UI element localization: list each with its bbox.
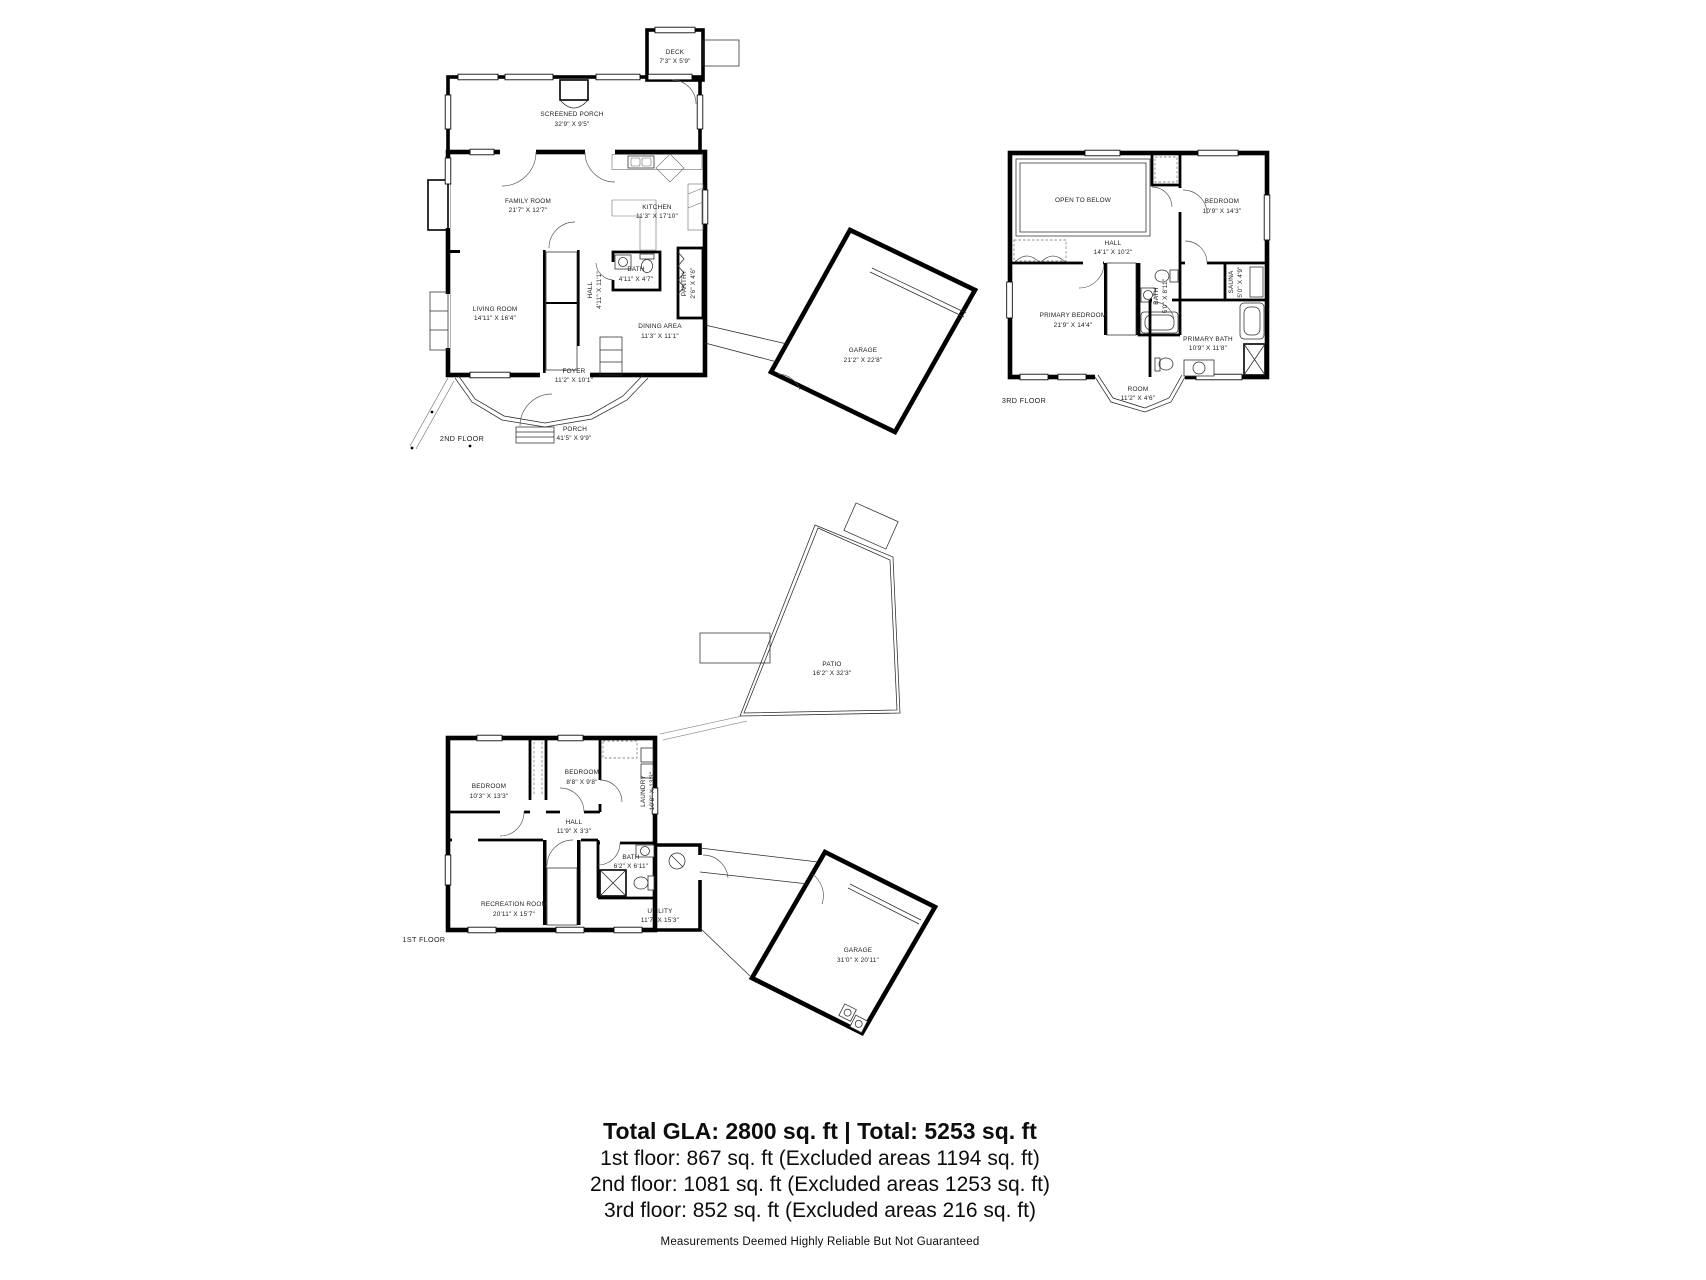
room-label-primary-bedroom: PRIMARY BEDROOM bbox=[1039, 312, 1107, 319]
room-label-hall-first: HALL bbox=[565, 819, 583, 826]
first-outline bbox=[448, 738, 655, 930]
room-dims-bath-third: 5'0" X 8'11" bbox=[1162, 278, 1169, 314]
hall-closet bbox=[1014, 240, 1066, 261]
room-label-room: ROOM bbox=[1127, 386, 1149, 393]
floor-label-first: 1ST FLOOR bbox=[402, 935, 446, 944]
room-dims-garage-first: 31'0" X 20'11" bbox=[837, 957, 879, 964]
room-dims-kitchen: 11'3" X 17'10" bbox=[636, 213, 678, 220]
floor-plan-second bbox=[410, 27, 975, 449]
room-label-hall-third: HALL bbox=[1104, 240, 1122, 247]
room-dims-bath-second: 4'11" X 4'7" bbox=[618, 276, 654, 283]
room-dims-deck: 7'3" X 5'9" bbox=[659, 58, 691, 65]
room-dims-screened-porch: 32'9" X 9'5" bbox=[554, 121, 590, 128]
total-gla-line: Total GLA: 2800 sq. ft | Total: 5253 sq. ft bbox=[603, 1118, 1037, 1144]
room-label-foyer: FOYER bbox=[562, 368, 586, 375]
room-label-recreation-room: RECREATION ROOM bbox=[480, 901, 548, 908]
room-label-pantry: PANTRY bbox=[681, 269, 688, 297]
patio-stairs-left bbox=[700, 633, 770, 663]
main-body-outline bbox=[448, 152, 705, 375]
stairs-second bbox=[543, 222, 580, 373]
room-label-bath-second: BATH bbox=[627, 266, 645, 273]
primary-bath-closet bbox=[1244, 344, 1265, 375]
room-dims-bedroom-left: 10'3" X 13'3" bbox=[469, 793, 509, 800]
room-dims-foyer: 11'2" X 10'1" bbox=[554, 377, 594, 384]
room-dims-recreation-room: 20'11" X 15'7" bbox=[493, 911, 535, 918]
room-label-deck: DECK bbox=[665, 49, 685, 56]
stairs-first bbox=[543, 840, 581, 925]
room-label-garage-first: GARAGE bbox=[843, 947, 873, 954]
room-label-living-room: LIVING ROOM bbox=[472, 306, 518, 313]
room-dims-laundry: 10'8" X 13'3" bbox=[649, 771, 656, 811]
room-dims-patio: 16'2" X 32'3" bbox=[812, 670, 852, 677]
garage-first bbox=[700, 848, 935, 1033]
room-label-bedroom-third: BEDROOM bbox=[1204, 198, 1240, 205]
room-label-laundry: LAUNDRY bbox=[640, 775, 647, 807]
room-dims-utility: 11'7" X 15'3" bbox=[640, 917, 680, 924]
room-label-dining-area: DINING AREA bbox=[638, 323, 682, 330]
room-label-bath-third: BATH bbox=[1153, 287, 1160, 305]
room-dims-bedroom-third: 10'9" X 14'3" bbox=[1202, 208, 1242, 215]
room-dims-hall-second: 4'11" X 11'1" bbox=[596, 271, 603, 309]
third-floor-area-line: 3rd floor: 852 sq. ft (Excluded areas 216 sq. ft) bbox=[604, 1199, 1036, 1222]
room-label-patio: PATIO bbox=[822, 661, 842, 668]
porch-hatch-feature bbox=[560, 80, 588, 100]
patio bbox=[660, 503, 900, 740]
room-label-bedroom-left: BEDROOM bbox=[471, 783, 507, 790]
deck-stairs bbox=[703, 40, 739, 66]
room-dims-porch: 41'5" X 9'9" bbox=[556, 435, 592, 442]
room-bay bbox=[1095, 375, 1185, 412]
room-dims-primary-bath: 10'9" X 11'8" bbox=[1188, 345, 1228, 352]
room-label-kitchen: KITCHEN bbox=[642, 204, 672, 211]
room-dims-hall-first: 11'9" X 3'3" bbox=[556, 828, 592, 835]
room-dims-sauna: 5'0" X 4'9" bbox=[1237, 266, 1244, 298]
room-label-primary-bath: PRIMARY BATH bbox=[1183, 336, 1233, 343]
room-dims-bedroom-middle: 8'8" X 9'8" bbox=[566, 779, 598, 786]
room-dims-pantry: 2'6" X 4'6" bbox=[690, 267, 697, 299]
patio-stairs-top bbox=[844, 503, 898, 549]
room-label-sauna: SAUNA bbox=[1228, 270, 1235, 294]
floor-plan-first bbox=[403, 503, 935, 1033]
room-label-open-to-below: OPEN TO BELOW bbox=[1055, 197, 1111, 204]
room-label-family-room: FAMILY ROOM bbox=[505, 198, 551, 205]
dining-bay bbox=[600, 337, 622, 375]
second-floor-labels bbox=[440, 49, 883, 443]
room-label-bath-first: BATH bbox=[622, 854, 640, 861]
room-label-porch: PORCH bbox=[562, 426, 588, 433]
room-label-bedroom-middle: BEDROOM bbox=[564, 769, 600, 776]
disclaimer-text: Measurements Deemed Highly Reliable But Not Guaranteed bbox=[660, 1236, 980, 1248]
second-floor-walls bbox=[410, 27, 975, 449]
room-dims-hall-third: 14'1" X 10'2" bbox=[1093, 249, 1133, 256]
room-dims-living-room: 14'11" X 16'4" bbox=[474, 315, 516, 322]
room-label-screened-porch: SCREENED PORCH bbox=[540, 111, 604, 118]
room-dims-primary-bedroom: 21'9" X 14'4" bbox=[1053, 322, 1093, 329]
floor-label-second: 2ND FLOOR bbox=[439, 434, 485, 443]
room-dims-dining-area: 11'3" X 11'1" bbox=[641, 333, 679, 340]
kitchen-fixtures bbox=[612, 154, 703, 250]
garage-second bbox=[771, 230, 975, 432]
second-floor-area-line: 2nd floor: 1081 sq. ft (Excluded areas 1253 sq. ft) bbox=[590, 1173, 1050, 1196]
room-label-hall-second: HALL bbox=[587, 281, 594, 299]
room-dims-room: 11'2" X 4'6" bbox=[1120, 395, 1156, 402]
room-dims-garage-second: 21'2" X 22'8" bbox=[843, 357, 883, 364]
room-dims-family-room: 21'7" X 12'7" bbox=[508, 207, 548, 214]
first-floor-area-line: 1st floor: 867 sq. ft (Excluded areas 1194 sq. ft) bbox=[600, 1147, 1040, 1170]
floor-label-third: 3RD FLOOR bbox=[1001, 396, 1047, 405]
room-dims-bath-first: 6'2" X 6'11" bbox=[613, 863, 649, 870]
stairs-third bbox=[1104, 263, 1139, 335]
room-label-utility: UTILITY bbox=[647, 908, 673, 915]
floor-plan-third bbox=[1002, 150, 1270, 412]
room-label-garage-second: GARAGE bbox=[848, 347, 878, 354]
measurement-summary bbox=[0, 1116, 1640, 1248]
